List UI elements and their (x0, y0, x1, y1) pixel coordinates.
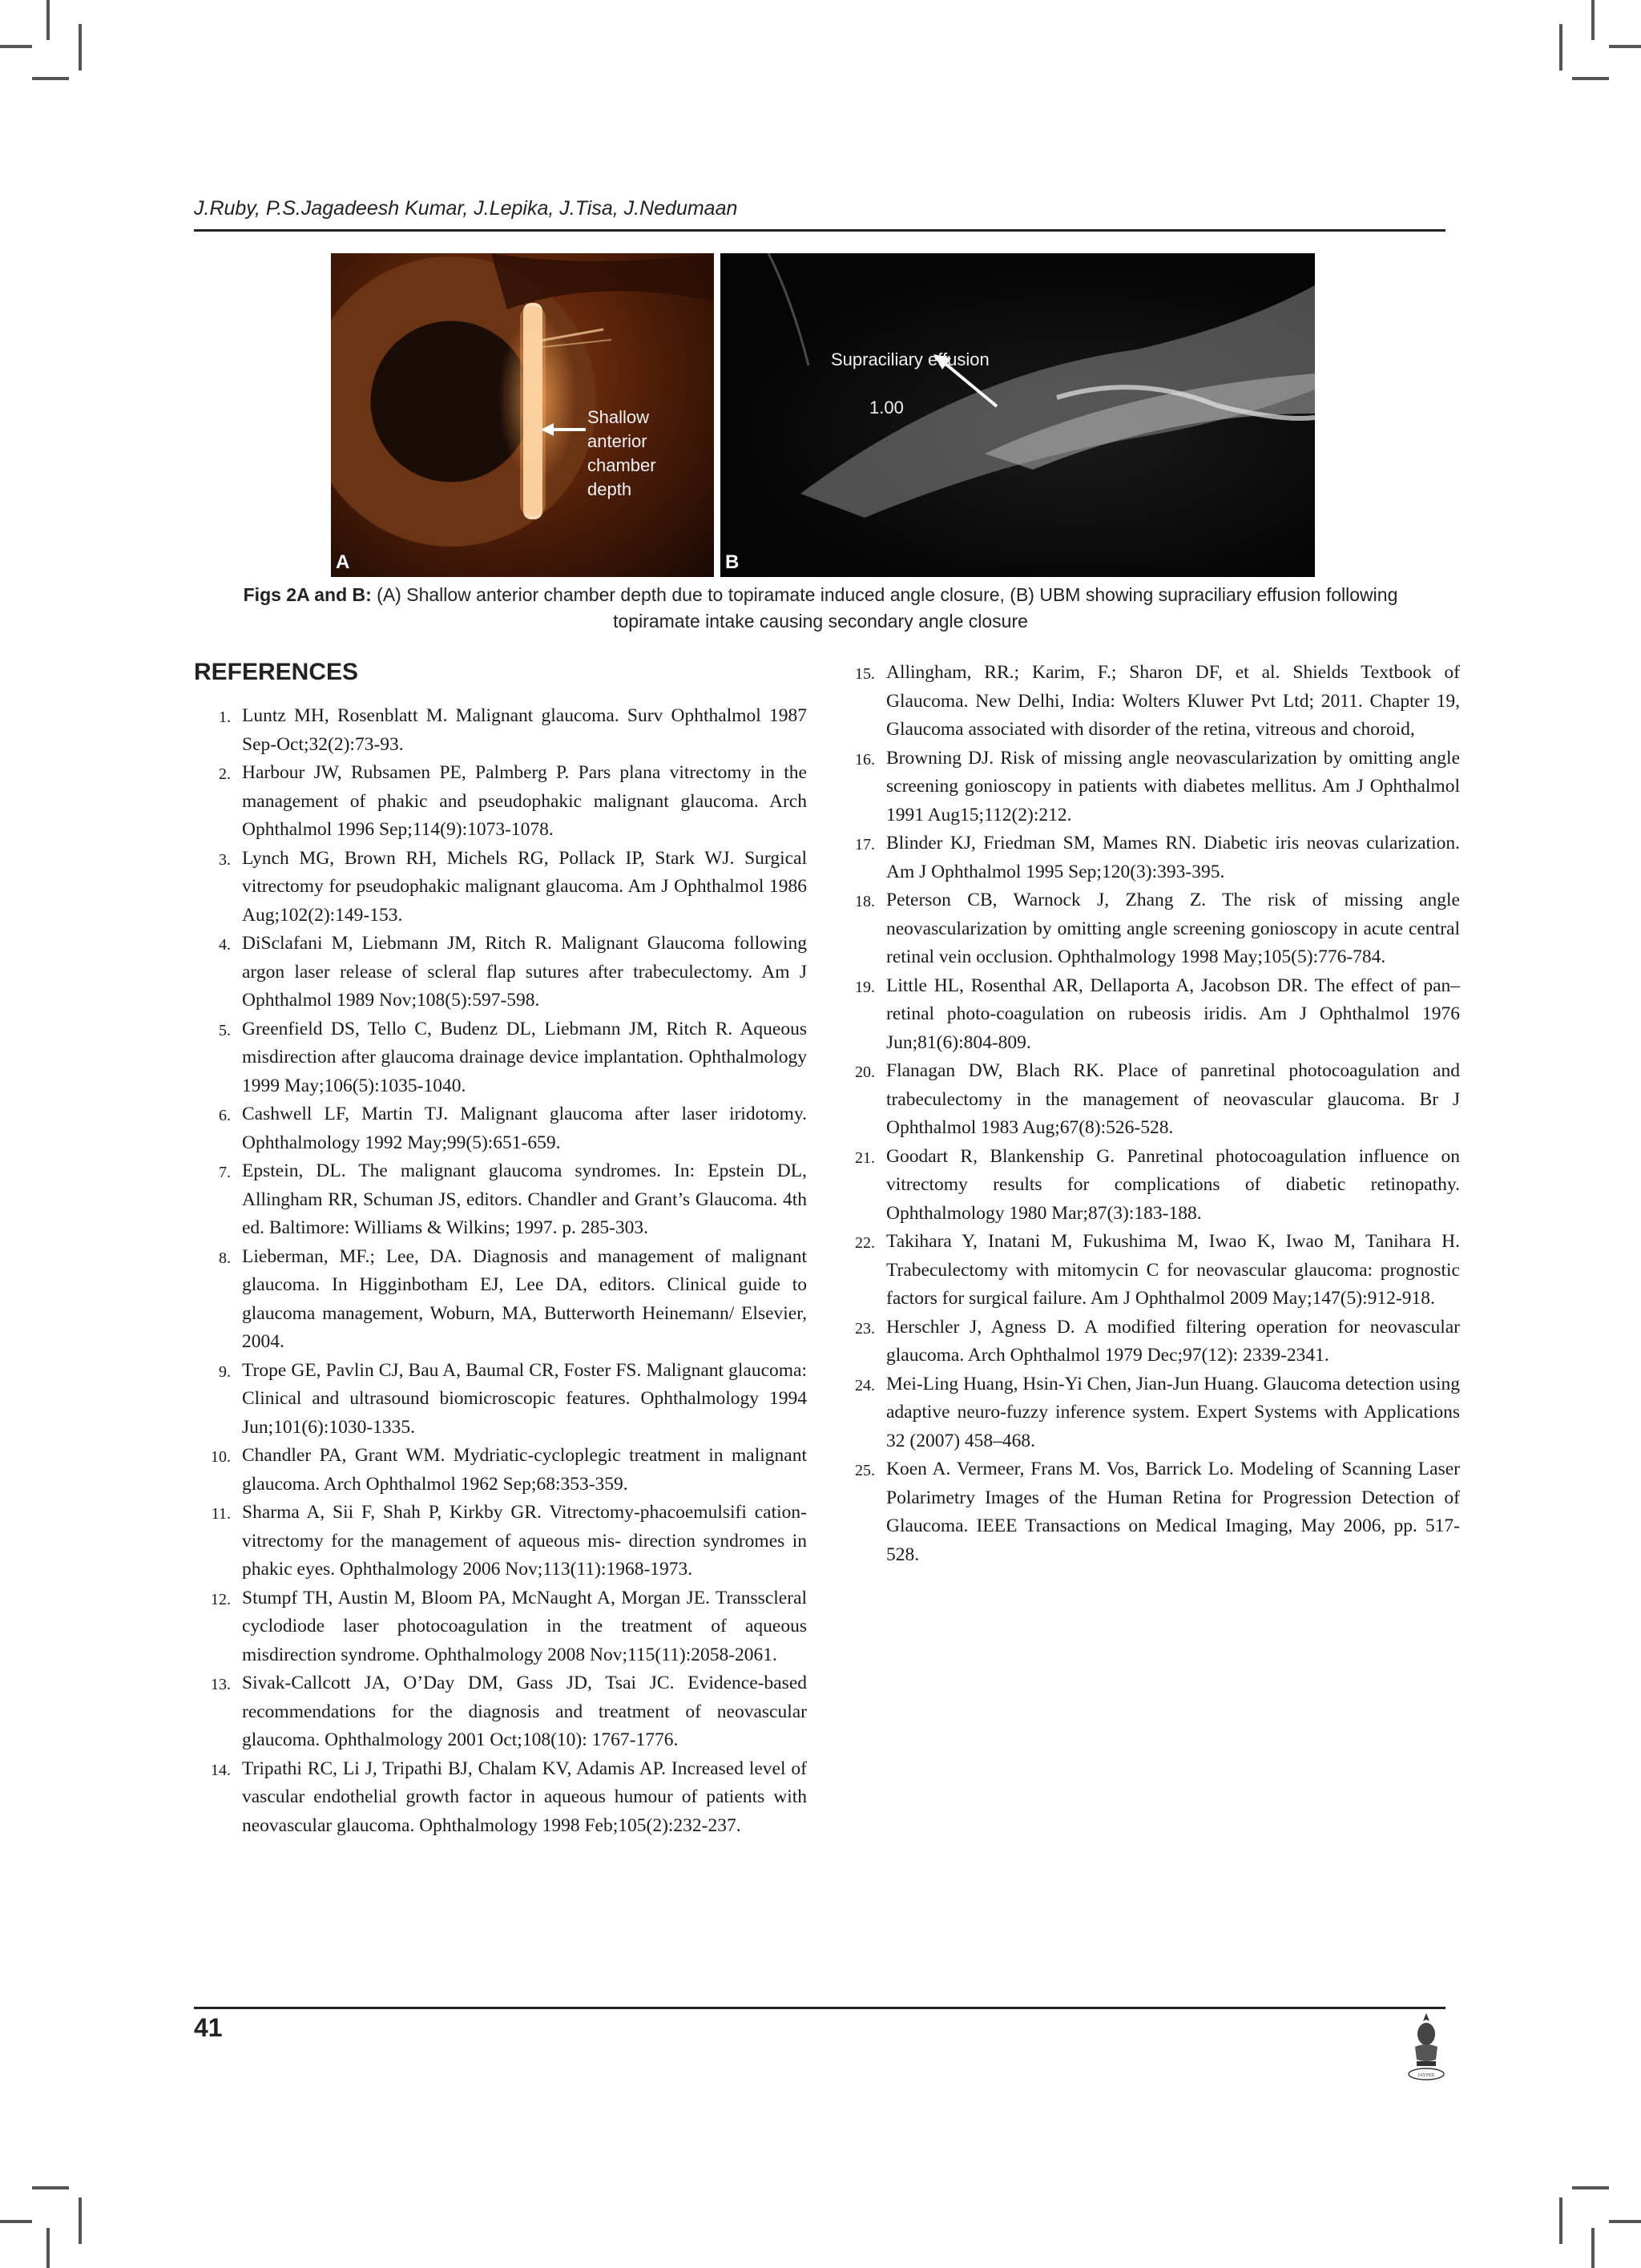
svg-text:JAYPEE: JAYPEE (1417, 2073, 1435, 2078)
reference-text: Takihara Y, Inatani M, Fukushima M, Iwao K, Iwao M, Tanihara H. Trabeculectomy with mitomycin C for neovascular glaucoma: prognostic factors for surgical failure. Am J Ophthalmol 2009 May;147(5):912-918. (886, 1231, 1460, 1309)
reference-text: Herschler J, Agness D. A modified filtering operation for neovascular glaucoma. Arch Ophthalmol 1979 Dec;97(12): 2339-2341. (886, 1316, 1460, 1366)
reference-item (838, 659, 1460, 745)
reference-text: Peterson CB, Warnock J, Zhang Z. The risk of missing angle neovascularization by omitting angle screening gonioscopy in acute central retinal vein occlusion. Ophthalmology 1998 May;105(5):776-784. (886, 890, 1460, 967)
reference-text: Browning DJ. Risk of missing angle neovascularization by omitting angle screening gonioscopy in patients with diabetes mellitus. Am J Ophthalmol 1991 Aug15;112(2):212. (886, 747, 1460, 825)
reference-item (838, 829, 1460, 886)
references-column-right (838, 659, 1460, 1569)
reference-text: Trope GE, Pavlin CJ, Bau A, Baumal CR, Foster FS. Malignant glaucoma: Clinical and ultrasound biomicroscopic features. Ophthalmology 1994 Jun;101(6):1030-1335. (242, 1359, 807, 1438)
crop-mark (46, 2228, 50, 2268)
panel-a-letter: A (336, 551, 350, 573)
reference-item (838, 1057, 1460, 1143)
reference-item (194, 1357, 807, 1443)
reference-text: DiSclafani M, Liebmann JM, Ritch R. Malignant Glaucoma following argon laser release of scleral flap sutures after trabeculectomy. Am J Ophthalmol 1989 Nov;108(5):597-598. (242, 933, 807, 1011)
reference-item (194, 1157, 807, 1243)
reference-text: Goodart R, Blankenship G. Panretinal photocoagulation influence on vitrectomy results for complications of diabetic retinopathy. Ophthalmology 1980 Mar;87(3):183-188. (886, 1145, 1460, 1224)
reference-number: 13. (211, 1676, 231, 1693)
panel-b-letter: B (725, 551, 740, 573)
reference-number: 10. (211, 1448, 231, 1466)
reference-text: Harbour JW, Rubsamen PE, Palmberg P. Pars plana vitrectomy in the management of phakic and pseudophakic malignant glaucoma. Arch Ophthalmol 1996 Sep;114(9):1073-1078. (242, 762, 807, 840)
crop-mark (0, 2220, 32, 2223)
reference-number: 25. (855, 1462, 875, 1479)
reference-item (194, 759, 807, 845)
reference-number: 21. (855, 1148, 875, 1167)
reference-item (194, 1584, 807, 1670)
reference-text: Greenfield DS, Tello C, Budenz DL, Liebmann JM, Ritch R. Aqueous misdirection after glaucoma drainage device implantation. Ophthalmology 1999 May;106(5):1035-1040. (242, 1018, 807, 1096)
crop-mark (1609, 45, 1641, 48)
reference-number: 17. (855, 836, 875, 854)
reference-item (194, 1100, 807, 1157)
reference-item (194, 1015, 807, 1101)
reference-number: 20. (855, 1063, 875, 1081)
crop-mark (0, 45, 32, 48)
crop-mark (79, 2197, 82, 2244)
page-number: 41 (194, 2013, 223, 2042)
crop-mark (1559, 24, 1562, 71)
reference-number: 16. (855, 750, 875, 769)
reference-text: Flanagan DW, Blach RK. Place of panretinal photocoagulation and trabeculectomy in the management of neovascular glaucoma. Br J Ophthalmol 1983 Aug;67(8):526-528. (886, 1060, 1460, 1138)
reference-item (838, 1455, 1460, 1569)
reference-number: 8. (219, 1249, 231, 1267)
reference-item (194, 1669, 807, 1755)
reference-number: 19. (855, 978, 875, 996)
reference-text: Blinder KJ, Friedman SM, Mames RN. Diabetic iris neovas cularization. Am J Ophthalmol 1995 Sep;120(3):393-395. (886, 833, 1460, 882)
reference-text: Lieberman, MF.; Lee, DA. Diagnosis and management of malignant glaucoma. In Higginbotham EJ, Lee DA, editors. Clinical guide to glaucoma management, Woburn, MA, Butterworth Heinemann/ Elsevier, 2004. (242, 1245, 807, 1352)
crop-mark (32, 77, 69, 80)
reference-text: Allingham, RR.; Karim, F.; Sharon DF, et al. Shields Textbook of Glaucoma. New Delhi, India: Wolters Kluwer Pvt Ltd; 2011. Chapter 19, Glaucoma associated with disorder of the retina, vitreous and choroid, (886, 662, 1460, 740)
crop-mark (1572, 2186, 1609, 2189)
reference-number: 15. (855, 665, 875, 683)
reference-number: 11. (211, 1505, 231, 1523)
reference-text: Koen A. Vermeer, Frans M. Vos, Barrick Lo. Modeling of Scanning Laser Polarimetry Images of the Human Retina for Progression Detection of Glaucoma. IEEE Transactions on Medical Imaging, May 2006, pp. 517-528. (886, 1459, 1460, 1565)
panel-a-label: Shallow anterior chamber depth (587, 407, 656, 499)
reference-item (838, 1314, 1460, 1370)
eye-photo (331, 253, 714, 577)
reference-text: Chandler PA, Grant WM. Mydriatic-cycloplegic treatment in malignant glaucoma. Arch Ophthalmol 1962 Sep;68:353-359. (242, 1445, 807, 1495)
reference-item (194, 845, 807, 930)
reference-text: Epstein, DL. The malignant glaucoma syndromes. In: Epstein DL, Allingham RR, Schuman JS, editors. Chandler and Grant’s Glaucoma. 4th ed. Baltimore: Williams & Wilkins; 1997. p. 285-303. (242, 1160, 807, 1238)
reference-number: 9. (219, 1362, 231, 1381)
reference-item (194, 1243, 807, 1357)
crop-mark (79, 24, 82, 71)
reference-item (838, 1370, 1460, 1456)
figure-panel-a (331, 253, 714, 577)
crop-mark (1591, 2228, 1595, 2268)
figure-2 (331, 253, 1315, 577)
reference-text: Cashwell LF, Martin TJ. Malignant glaucoma after laser iridotomy. Ophthalmology 1992 May;99(5):651-659. (242, 1104, 807, 1153)
panel-b-scale: 1.00 (869, 398, 904, 418)
header-rule (194, 229, 1445, 232)
reference-item (838, 1143, 1460, 1229)
reference-number: 18. (855, 893, 875, 910)
reference-number: 7. (219, 1164, 231, 1181)
reference-text: Sharma A, Sii F, Shah P, Kirkby GR. Vitrectomy-phacoemulsifi cation-vitrectomy for the management of aqueous mis- direction syndromes in phakic eyes. Ophthalmology 2006 Nov;113(11):1968-1973. (242, 1502, 807, 1580)
crop-mark (1609, 2220, 1641, 2223)
reference-text: Lynch MG, Brown RH, Michels RG, Pollack IP, Stark WJ. Surgical vitrectomy for pseudophakic malignant glaucoma. Am J Ophthalmol 1986 Aug;102(2):149-153. (242, 847, 807, 926)
footer-rule (194, 2007, 1445, 2009)
reference-number: 5. (219, 1021, 231, 1039)
references-heading: REFERENCES (194, 659, 359, 685)
reference-text: Luntz MH, Rosenblatt M. Malignant glaucoma. Surv Ophthalmol 1987 Sep-Oct;32(2):73-93. (242, 705, 807, 755)
crop-mark (32, 2186, 69, 2189)
caption-label: Figs 2A and B: (243, 584, 372, 605)
reference-item (838, 745, 1460, 830)
reference-number: 4. (219, 936, 231, 954)
reference-item (194, 1755, 807, 1841)
crop-mark (1559, 2197, 1562, 2244)
caption-text: (A) Shallow anterior chamber depth due to topiramate induced angle closure, (B) UBM showing supraciliary effusion following topiramate intake causing secondary angle closure (371, 584, 1398, 632)
reference-text: Tripathi RC, Li J, Tripathi BJ, Chalam KV, Adamis AP. Increased level of vascular endothelial growth factor in aqueous humour of patients with neovascular glaucoma. Ophthalmology 1998 Feb;105(2):232-237. (242, 1757, 807, 1836)
reference-item (194, 930, 807, 1015)
references-column-left (194, 702, 807, 1840)
reference-item (838, 886, 1460, 972)
reference-number: 2. (219, 765, 231, 783)
reference-text: Stumpf TH, Austin M, Bloom PA, McNaught A, Morgan JE. Transscleral cyclodiode laser photocoagulation in the treatment of aqueous misdirection syndrome. Ophthalmology 2008 Nov;115(11):2058-2061. (242, 1587, 807, 1665)
panel-b-label: Supraciliary effusion (831, 349, 990, 369)
reference-number: 24. (855, 1376, 875, 1394)
figure-panel-b (720, 253, 1315, 577)
reference-item (194, 702, 807, 759)
reference-text: Mei-Ling Huang, Hsin-Yi Chen, Jian-Jun Huang. Glaucoma detection using adaptive neuro-fuzzy inference system. Expert Systems with Applications 32 (2007) 458–468. (886, 1373, 1460, 1451)
reference-number: 3. (219, 850, 231, 869)
reference-item (194, 1442, 807, 1499)
reference-number: 12. (211, 1590, 231, 1608)
reference-number: 14. (211, 1761, 231, 1779)
reference-number: 1. (219, 708, 231, 726)
reference-number: 23. (855, 1319, 875, 1338)
reference-number: 6. (219, 1107, 231, 1124)
publisher-logo (1404, 2010, 1449, 2082)
crop-mark (1572, 77, 1609, 80)
reference-item (838, 972, 1460, 1058)
crop-mark (46, 0, 50, 40)
reference-text: Sivak-Callcott JA, O’Day DM, Gass JD, Tsai JC. Evidence-based recommendations for the diagnosis and treatment of neovascular glaucoma. Ophthalmology 2001 Oct;108(10): 1767-1776. (242, 1673, 807, 1750)
figure-caption (232, 582, 1409, 635)
reference-item (194, 1499, 807, 1584)
reference-text: Little HL, Rosenthal AR, Dellaporta A, Jacobson DR. The effect of pan–retinal photo-coagulation on rubeosis iridis. Am J Ophthalmol 1976 Jun;81(6):804-809. (886, 975, 1460, 1053)
crop-mark (1591, 0, 1595, 40)
reference-item (838, 1228, 1460, 1314)
reference-number: 22. (855, 1234, 875, 1252)
running-head-authors: J.Ruby, P.S.Jagadeesh Kumar, J.Lepika, J.Tisa, J.Nedumaan (194, 197, 738, 220)
ubm-scan (720, 253, 1315, 577)
